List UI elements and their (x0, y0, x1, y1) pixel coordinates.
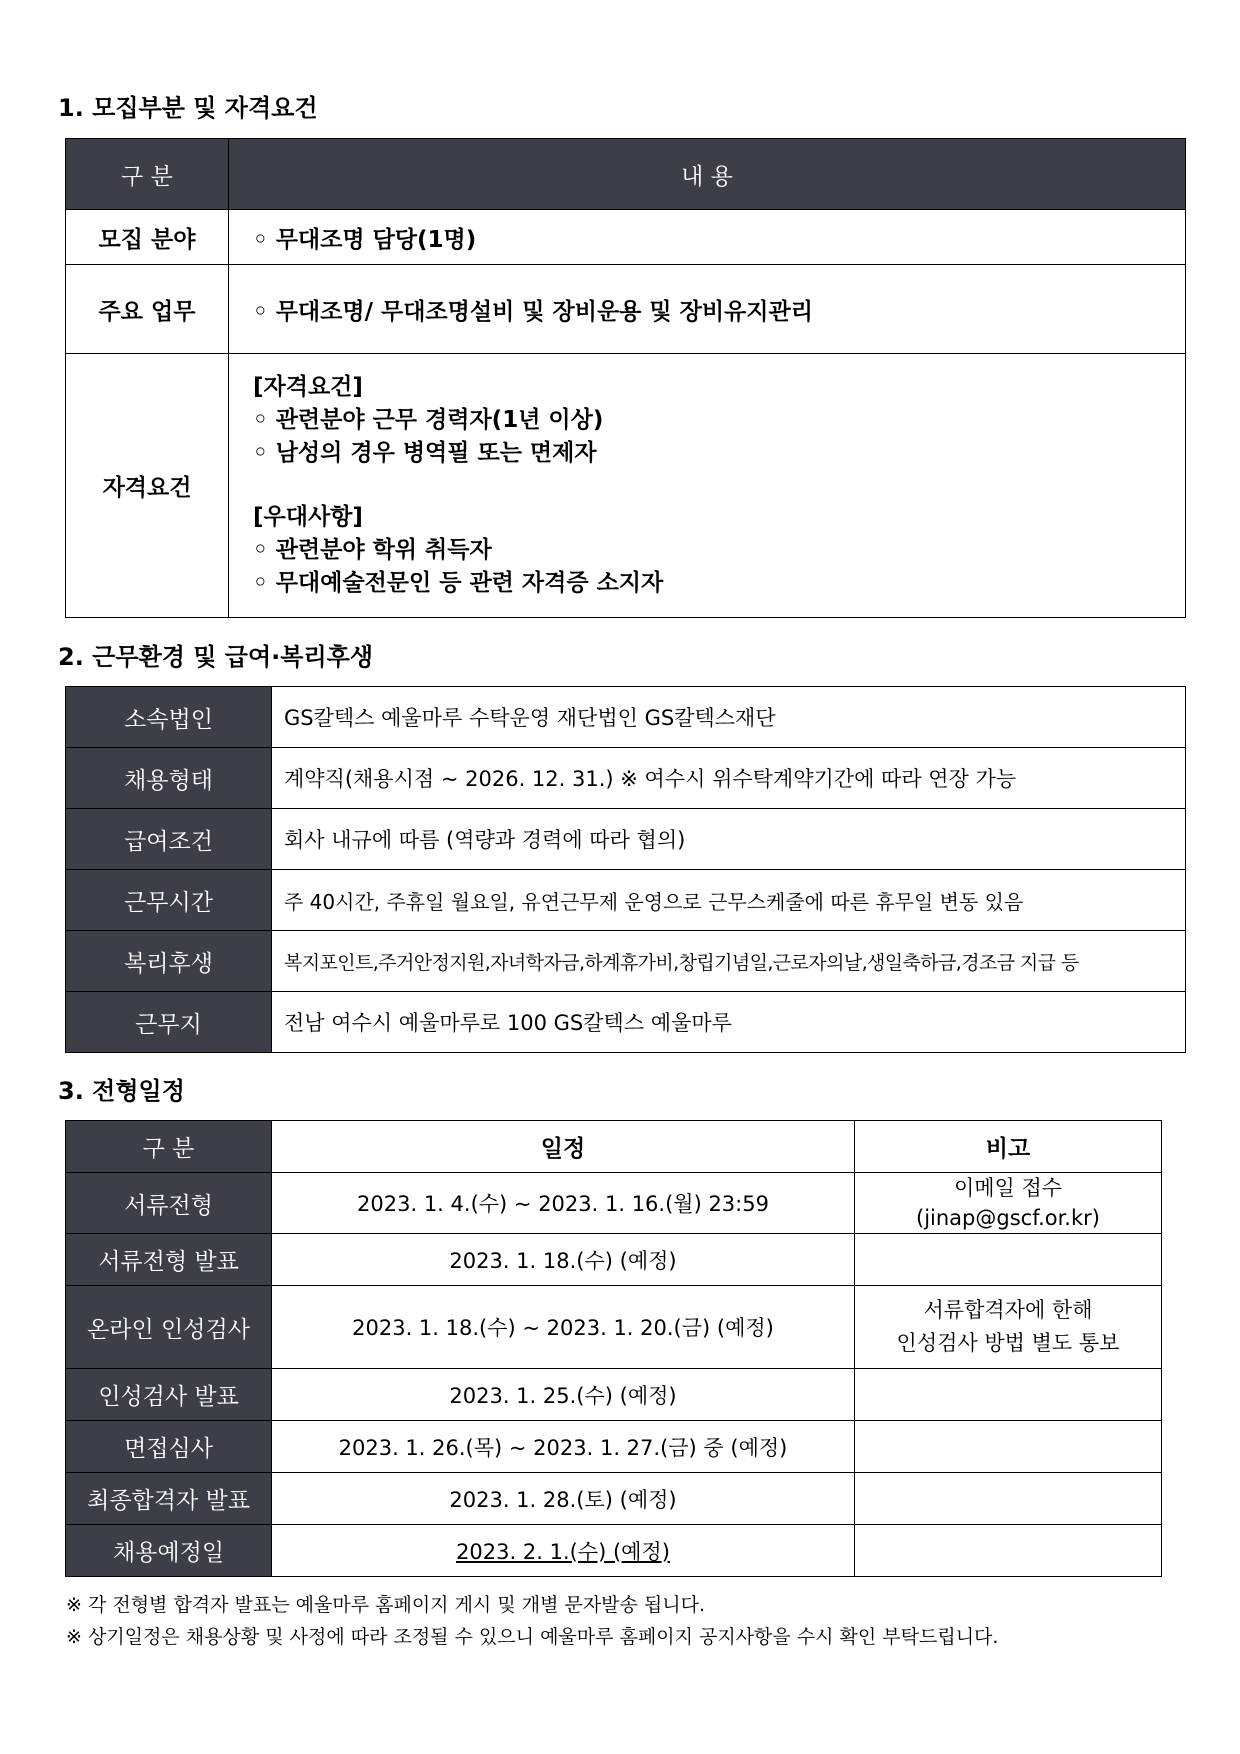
row-date: 2023. 2. 1.(수) (예정) (272, 1525, 855, 1577)
preference-item: ◦ 관련분야 학위 취득자 (253, 537, 492, 563)
row-label: 서류전형 발표 (66, 1234, 272, 1286)
row-label: 온라인 인성검사 (66, 1286, 272, 1369)
preference-item: ◦ 무대예술전문인 등 관련 자격증 소지자 (253, 570, 664, 596)
row-label: 면접심사 (66, 1421, 272, 1473)
header-schedule: 일정 (272, 1121, 855, 1173)
section3-title: 3. 전형일정 (58, 1077, 185, 1105)
section1-title: 1. 모집부분 및 자격요건 (58, 94, 318, 122)
table-row (66, 1173, 1162, 1234)
work-environment-table (65, 686, 1186, 1053)
row-note (855, 1473, 1162, 1525)
table-row (66, 354, 1186, 618)
table-row (66, 1525, 1162, 1577)
header-content: 내 용 (229, 139, 1186, 210)
table-row (66, 1234, 1162, 1286)
row-note (855, 1173, 1162, 1234)
footnote: ※ 각 전형별 합격자 발표는 예울마루 홈페이지 게시 및 개별 문자발송 됩니다. (66, 1594, 706, 1616)
table-row (66, 1369, 1162, 1421)
requirement-item: ◦ 남성의 경우 병역필 또는 면제자 (253, 440, 597, 466)
row-note (855, 1525, 1162, 1577)
spacer (253, 470, 1185, 501)
row-note (855, 1234, 1162, 1286)
schedule-table (65, 1120, 1162, 1577)
row-note (855, 1369, 1162, 1421)
row-value: ◦ 무대조명/ 무대조명설비 및 장비운용 및 장비유지관리 (229, 265, 1186, 354)
table-row (66, 992, 1186, 1053)
row-date: 2023. 1. 28.(토) (예정) (272, 1473, 855, 1525)
table-row (66, 265, 1186, 354)
header-category: 구 분 (66, 139, 229, 210)
row-value: 회사 내규에 따름 (역량과 경력에 따라 협의) (272, 809, 1186, 870)
row-value: 계약직(채용시점 ~ 2026. 12. 31.) ※ 여수시 위수탁계약기간에 따라 연장 가능 (272, 748, 1186, 809)
table-row (66, 748, 1186, 809)
row-label: 채용형태 (66, 748, 272, 809)
email-address: (jinap@gscf.or.kr) (916, 1206, 1100, 1230)
note-line: 서류합격자에 한해 (923, 1298, 1093, 1322)
row-label: 근무지 (66, 992, 272, 1053)
row-date: 2023. 1. 4.(수) ~ 2023. 1. 16.(월) 23:59 (272, 1173, 855, 1234)
row-date: 2023. 1. 26.(목) ~ 2023. 1. 27.(금) 중 (예정) (272, 1421, 855, 1473)
row-value: 전남 여수시 예울마루로 100 GS칼텍스 예울마루 (272, 992, 1186, 1053)
qualification-content (229, 354, 1186, 618)
row-label: 채용예정일 (66, 1525, 272, 1577)
row-label: 최종합격자 발표 (66, 1473, 272, 1525)
row-value: ◦ 무대조명 담당(1명) (229, 210, 1186, 265)
row-label: 주요 업무 (66, 265, 229, 354)
table-row (66, 870, 1186, 931)
row-date: 2023. 1. 25.(수) (예정) (272, 1369, 855, 1421)
note-line: 이메일 접수 (953, 1176, 1063, 1200)
row-value: 복지포인트,주거안정지원,자녀학자금,하계휴가비,창립기념일,근로자의날,생일축하금,경조금 지급 등 (272, 931, 1186, 992)
preferences-heading: [우대사항] (253, 504, 363, 530)
table-row (66, 1421, 1162, 1473)
table-row (66, 1286, 1162, 1369)
row-label: 복리후생 (66, 931, 272, 992)
row-note (855, 1286, 1162, 1369)
row-date: 2023. 1. 18.(수) ~ 2023. 1. 20.(금) (예정) (272, 1286, 855, 1369)
row-value: GS칼텍스 예울마루 수탁운영 재단법인 GS칼텍스재단 (272, 687, 1186, 748)
row-note (855, 1421, 1162, 1473)
row-label: 급여조건 (66, 809, 272, 870)
row-label: 인성검사 발표 (66, 1369, 272, 1421)
section2-title: 2. 근무환경 및 급여·복리후생 (58, 643, 374, 671)
table-row (66, 931, 1186, 992)
row-label: 근무시간 (66, 870, 272, 931)
requirements-heading: [자격요건] (253, 374, 363, 400)
requirement-item: ◦ 관련분야 근무 경력자(1년 이상) (253, 407, 604, 433)
table-row (66, 1473, 1162, 1525)
row-label: 소속법인 (66, 687, 272, 748)
header-category: 구 분 (66, 1121, 272, 1173)
row-label: 자격요건 (66, 354, 229, 618)
footnotes (66, 1589, 998, 1653)
footnote: ※ 상기일정은 채용상황 및 사정에 따라 조정될 수 있으니 예울마루 홈페이지 공지사항을 수시 확인 부탁드립니다. (66, 1626, 999, 1648)
table-row (66, 809, 1186, 870)
header-remarks: 비고 (855, 1121, 1162, 1173)
row-value: 주 40시간, 주휴일 월요일, 유연근무제 운영으로 근무스케줄에 따른 휴무일 변동 있음 (272, 870, 1186, 931)
row-label: 모집 분야 (66, 210, 229, 265)
note-line: 인성검사 방법 별도 통보 (896, 1331, 1120, 1355)
row-label: 서류전형 (66, 1173, 272, 1234)
table-row (66, 687, 1186, 748)
row-date: 2023. 1. 18.(수) (예정) (272, 1234, 855, 1286)
recruitment-table (65, 138, 1186, 618)
table-row (66, 210, 1186, 265)
